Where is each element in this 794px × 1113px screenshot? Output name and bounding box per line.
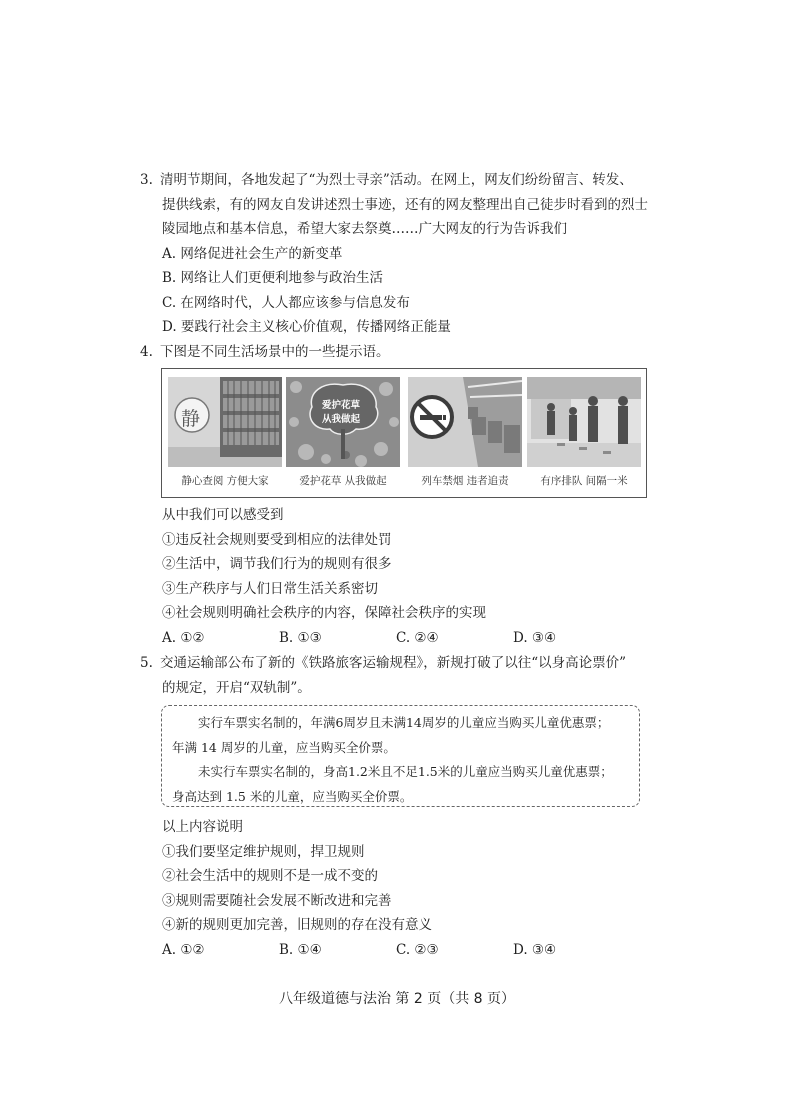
regulation-line-2: 年满 14 周岁的儿童，应当购买全价票。 xyxy=(172,739,396,755)
scene-image-strip xyxy=(161,368,647,498)
question-4-option-d: D. ③④ xyxy=(513,629,557,646)
question-5-statement-3: ③规则需要随社会发展不断改进和完善 xyxy=(162,892,392,909)
queue-scene-image xyxy=(527,377,641,467)
question-3-number: 3. xyxy=(140,172,153,188)
question-4-stem: 4. 下图是不同生活场景中的一些提示语。 xyxy=(140,340,660,365)
question-5-body xyxy=(140,815,660,962)
question-3-stem-line-3: 陵园地点和基本信息，希望大家去祭奠……广大网友的行为告诉我们 xyxy=(162,221,567,237)
question-5-stem: 5. 交通运输部公布了新的《铁路旅客运输规程》，新规打破了以往“以身高论票价” 的规定，开启“双轨制”。 xyxy=(140,651,660,700)
question-4-statement-2: ②生活中，调节我们行为的规则有很多 xyxy=(162,556,392,572)
regulation-line-4: 身高达到 1.5 米的儿童，应当购买全价票。 xyxy=(172,788,413,804)
question-4-statement-3: ③生产秩序与人们日常生活关系密切 xyxy=(162,580,378,597)
question-4-option-c: C. ②④ xyxy=(396,629,439,646)
train-caption: 列车禁烟 违者追责 xyxy=(421,475,509,487)
regulation-excerpt-box xyxy=(161,705,640,807)
question-3-option-a: A. 网络促进社会生产的新变革 xyxy=(162,245,343,262)
question-4-statement-1: ①违反社会规则要受到相应的法律处罚 xyxy=(162,531,392,548)
flowers-scene-image xyxy=(286,377,400,467)
flowers-sign-text-2: 从我做起 xyxy=(322,414,361,425)
library-caption: 静心查阅 方便大家 xyxy=(181,475,269,487)
question-4-option-a: A. ①② xyxy=(162,629,205,646)
question-4-options xyxy=(140,626,660,651)
quiet-sign-text: 静 xyxy=(181,408,201,430)
regulation-line-3: 未实行车票实名制的，身高1.2米且不足1.5米的儿童应当购买儿童优惠票； xyxy=(198,764,613,779)
train-no-smoking-image xyxy=(408,377,522,467)
queue-caption: 有序排队 间隔一米 xyxy=(540,475,628,487)
question-5-statement-4: ④新的规则更加完善，旧规则的存在没有意义 xyxy=(162,917,432,933)
question-5-options xyxy=(140,938,660,963)
question-3-option-b: B. 网络让人们更便利地参与政治生活 xyxy=(162,270,384,286)
flowers-sign-text-1: 爱护花草 xyxy=(322,400,361,411)
question-5-lead: 以上内容说明 xyxy=(162,819,243,835)
page-footer: 八年级道德与法治 第 2 页（共 8 页） xyxy=(278,991,516,1007)
question-5-option-c: C. ②③ xyxy=(396,941,439,958)
question-4-option-b: B. ①③ xyxy=(279,629,322,646)
question-4-lead: 从中我们可以感受到 xyxy=(162,507,284,523)
question-3-option-d: D. 要践行社会主义核心价值观，传播网络正能量 xyxy=(162,319,451,335)
question-3-option-c: C. 在网络时代，人人都应该参与信息发布 xyxy=(162,294,410,311)
question-5-number: 5. xyxy=(140,655,153,671)
question-4-number: 4. xyxy=(140,344,153,360)
question-5-option-a: A. ①② xyxy=(162,941,205,958)
question-5-option-b: B. ①④ xyxy=(279,941,322,958)
question-3-stem-line-2: 提供线索，有的网友自发讲述烈士事迹，还有的网友整理出自己徒步时看到的烈士 xyxy=(162,196,648,213)
question-4-statement-4: ④社会规则明确社会秩序的内容，保障社会秩序的实现 xyxy=(162,605,486,621)
flowers-caption: 爱护花草 从我做起 xyxy=(299,475,387,487)
question-4-body xyxy=(140,503,660,650)
question-5-option-d: D. ③④ xyxy=(513,941,557,958)
question-3-stem-line-1: 3. 清明节期间，各地发起了“为烈士寻亲”活动。在网上，网友们纷纷留言、转发、 xyxy=(140,168,660,193)
question-5-statement-2: ②社会生活中的规则不是一成不变的 xyxy=(162,868,378,884)
question-5-statement-1: ①我们要坚定维护规则，捍卫规则 xyxy=(162,843,365,860)
question-3 xyxy=(140,168,660,340)
library-scene-image xyxy=(168,377,282,467)
regulation-line-1: 实行车票实名制的，年满6周岁且未满14周岁的儿童应当购买儿童优惠票； xyxy=(198,715,610,730)
